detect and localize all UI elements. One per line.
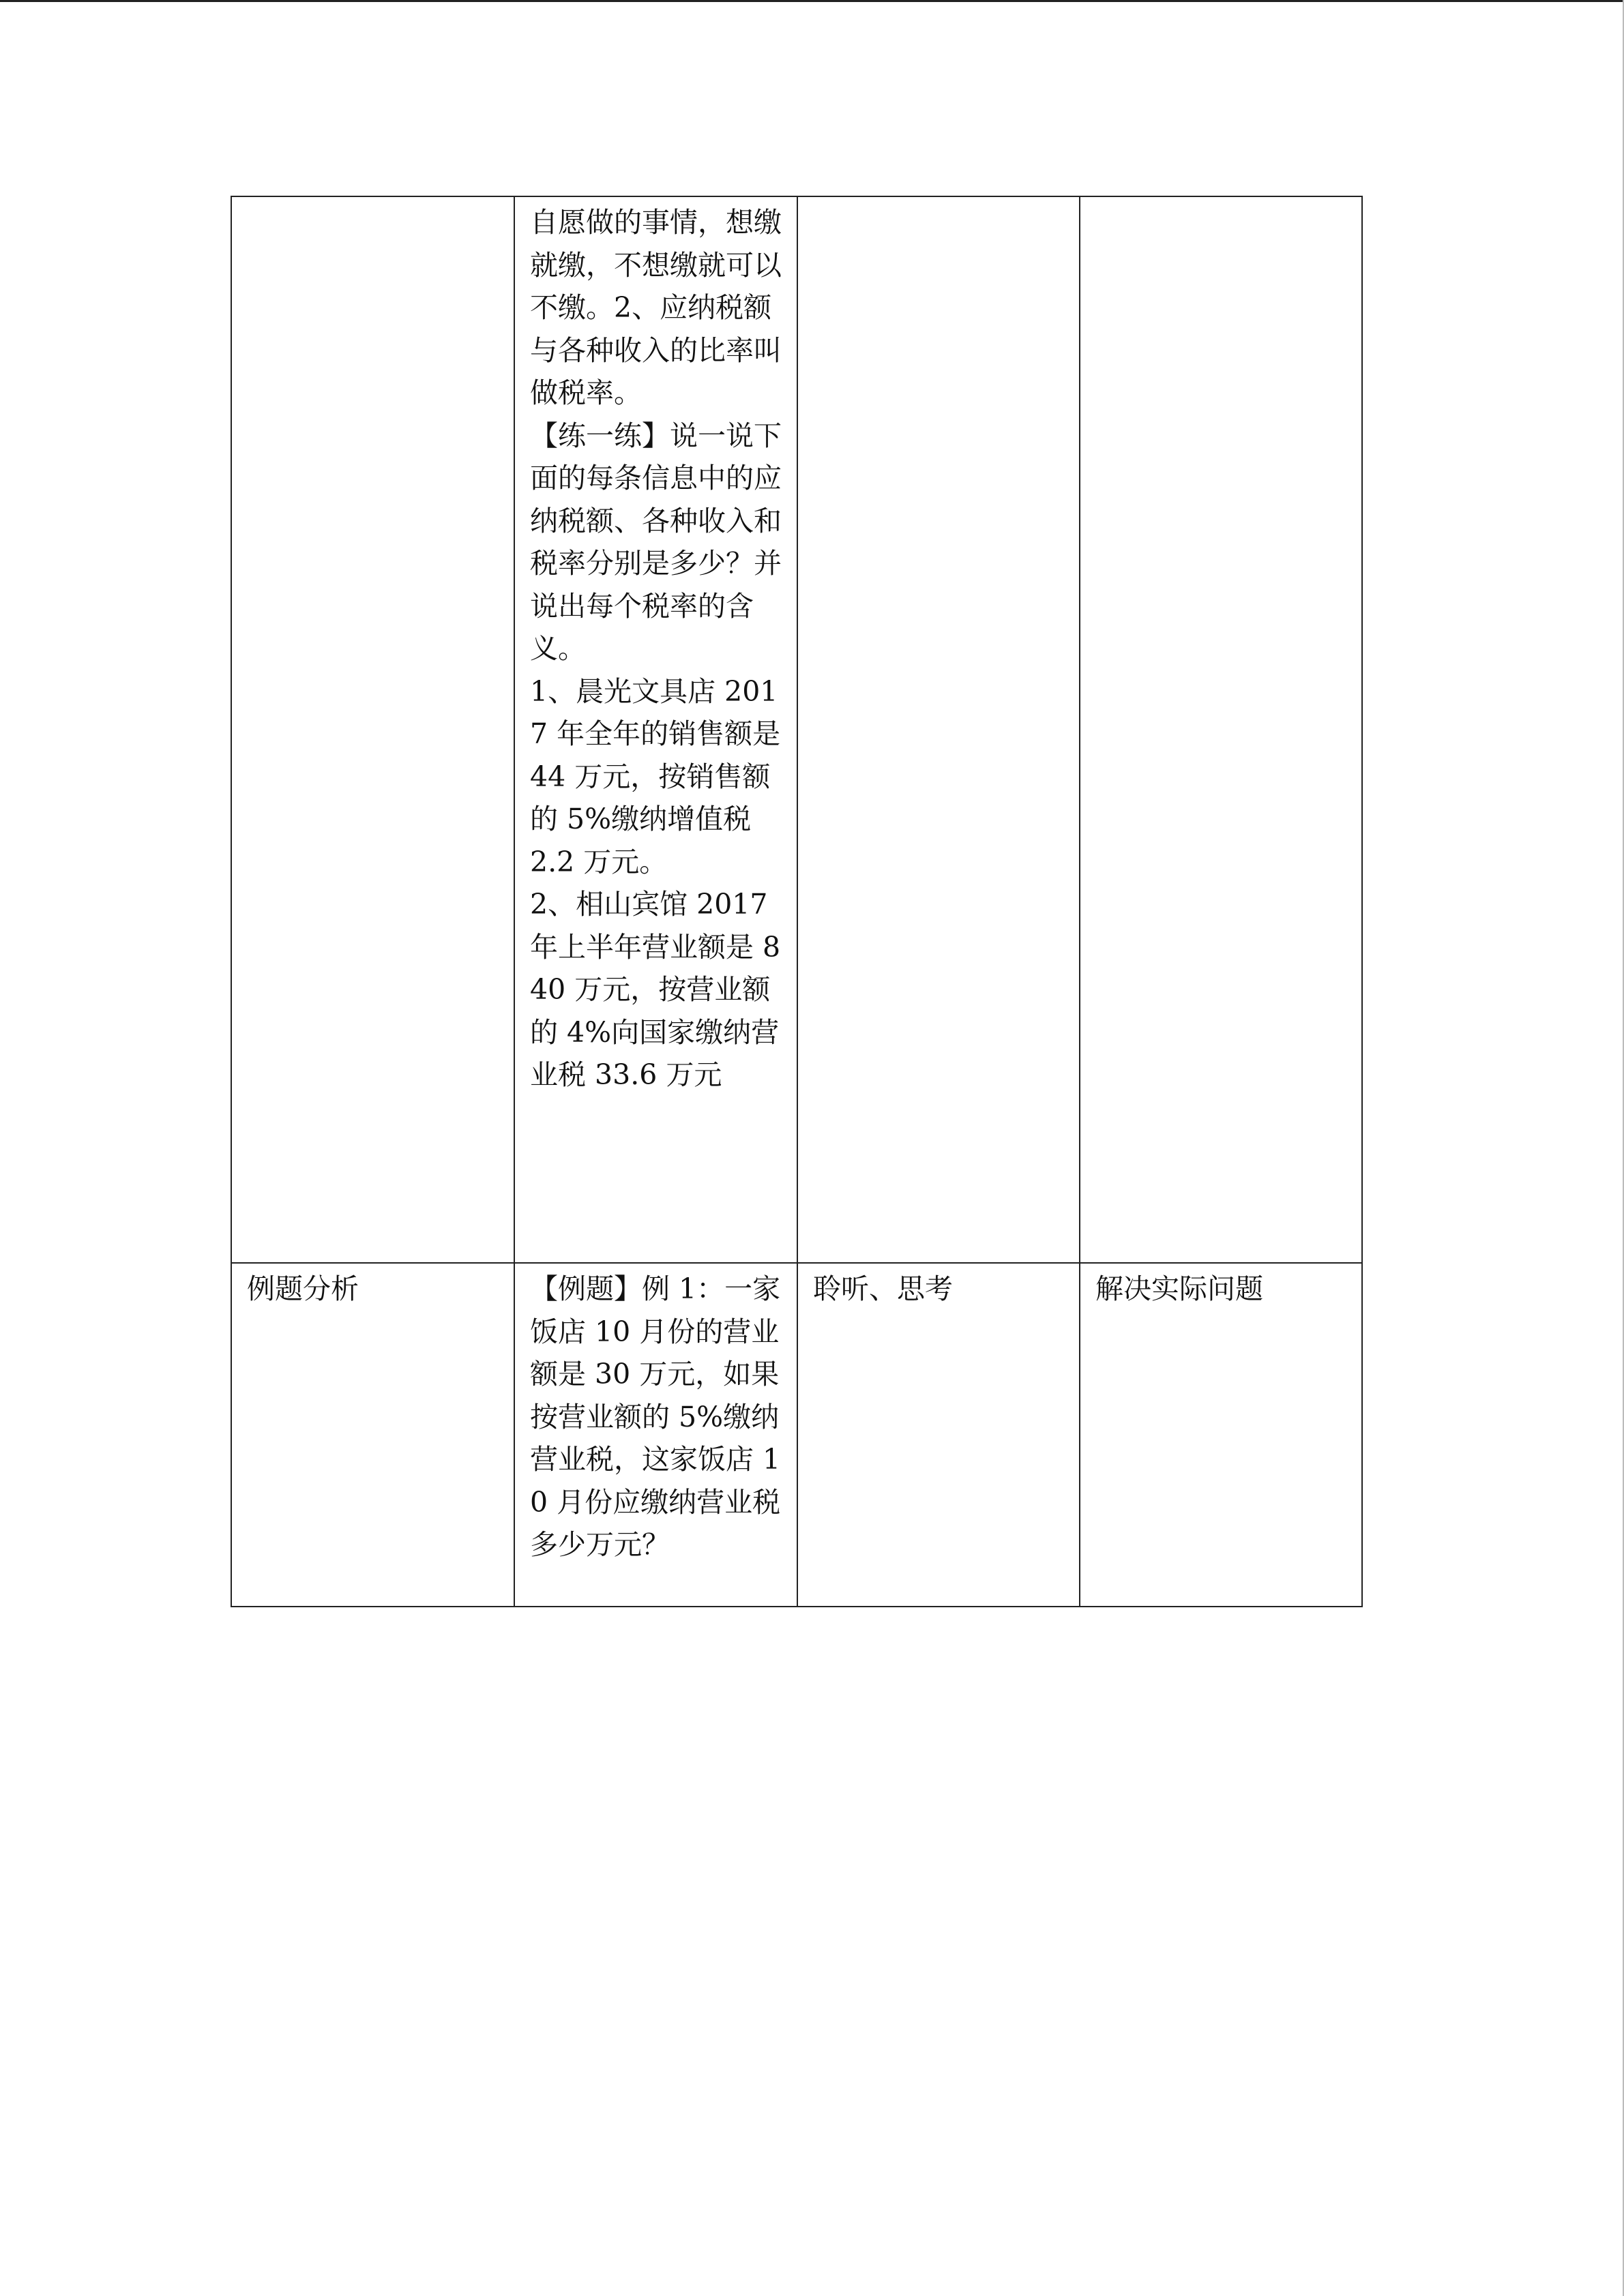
design-intent-cell: 解决实际问题 [1080, 1263, 1362, 1607]
teacher-activity-cell [514, 196, 797, 1263]
content-paragraph: 自愿做的事情，想缴就缴，不想缴就可以不缴。2、应纳税额与各种收入的比率叫做税率。 [530, 206, 782, 409]
stage-cell [231, 196, 514, 1263]
content-paragraph: 【练一练】说一说下面的每条信息中的应纳税额、各种收入和税率分别是多少？并说出每个税率的含义。 [530, 419, 782, 665]
content-paragraph: 1、晨光文具店 2017 年全年的销售额是 44 万元，按销售额的 5%缴纳增值税 2.2 万元。 [530, 674, 781, 878]
content-paragraph: 【例题】例 1：一家饭店 10 月份的营业额是 30 万元，如果按营业额的 5%缴纳营业税，这家饭店 10 月份应缴纳营业税多少万元？ [530, 1272, 781, 1561]
student-activity-cell [797, 196, 1080, 1263]
table-row [231, 196, 1362, 1263]
page-top-border [0, 0, 1624, 2]
teacher-activity-cell [514, 1263, 797, 1607]
student-activity-cell: 聆听、思考 [797, 1263, 1080, 1607]
content-paragraph: 2、相山宾馆 2017 年上半年营业额是 840 万元，按营业额的 4%向国家缴纳营业税 33.6 万元 [530, 888, 781, 1091]
stage-cell: 例题分析 [231, 1263, 514, 1607]
design-intent-cell [1080, 196, 1362, 1263]
lesson-plan-table [231, 196, 1363, 1607]
table-row [231, 1263, 1362, 1607]
